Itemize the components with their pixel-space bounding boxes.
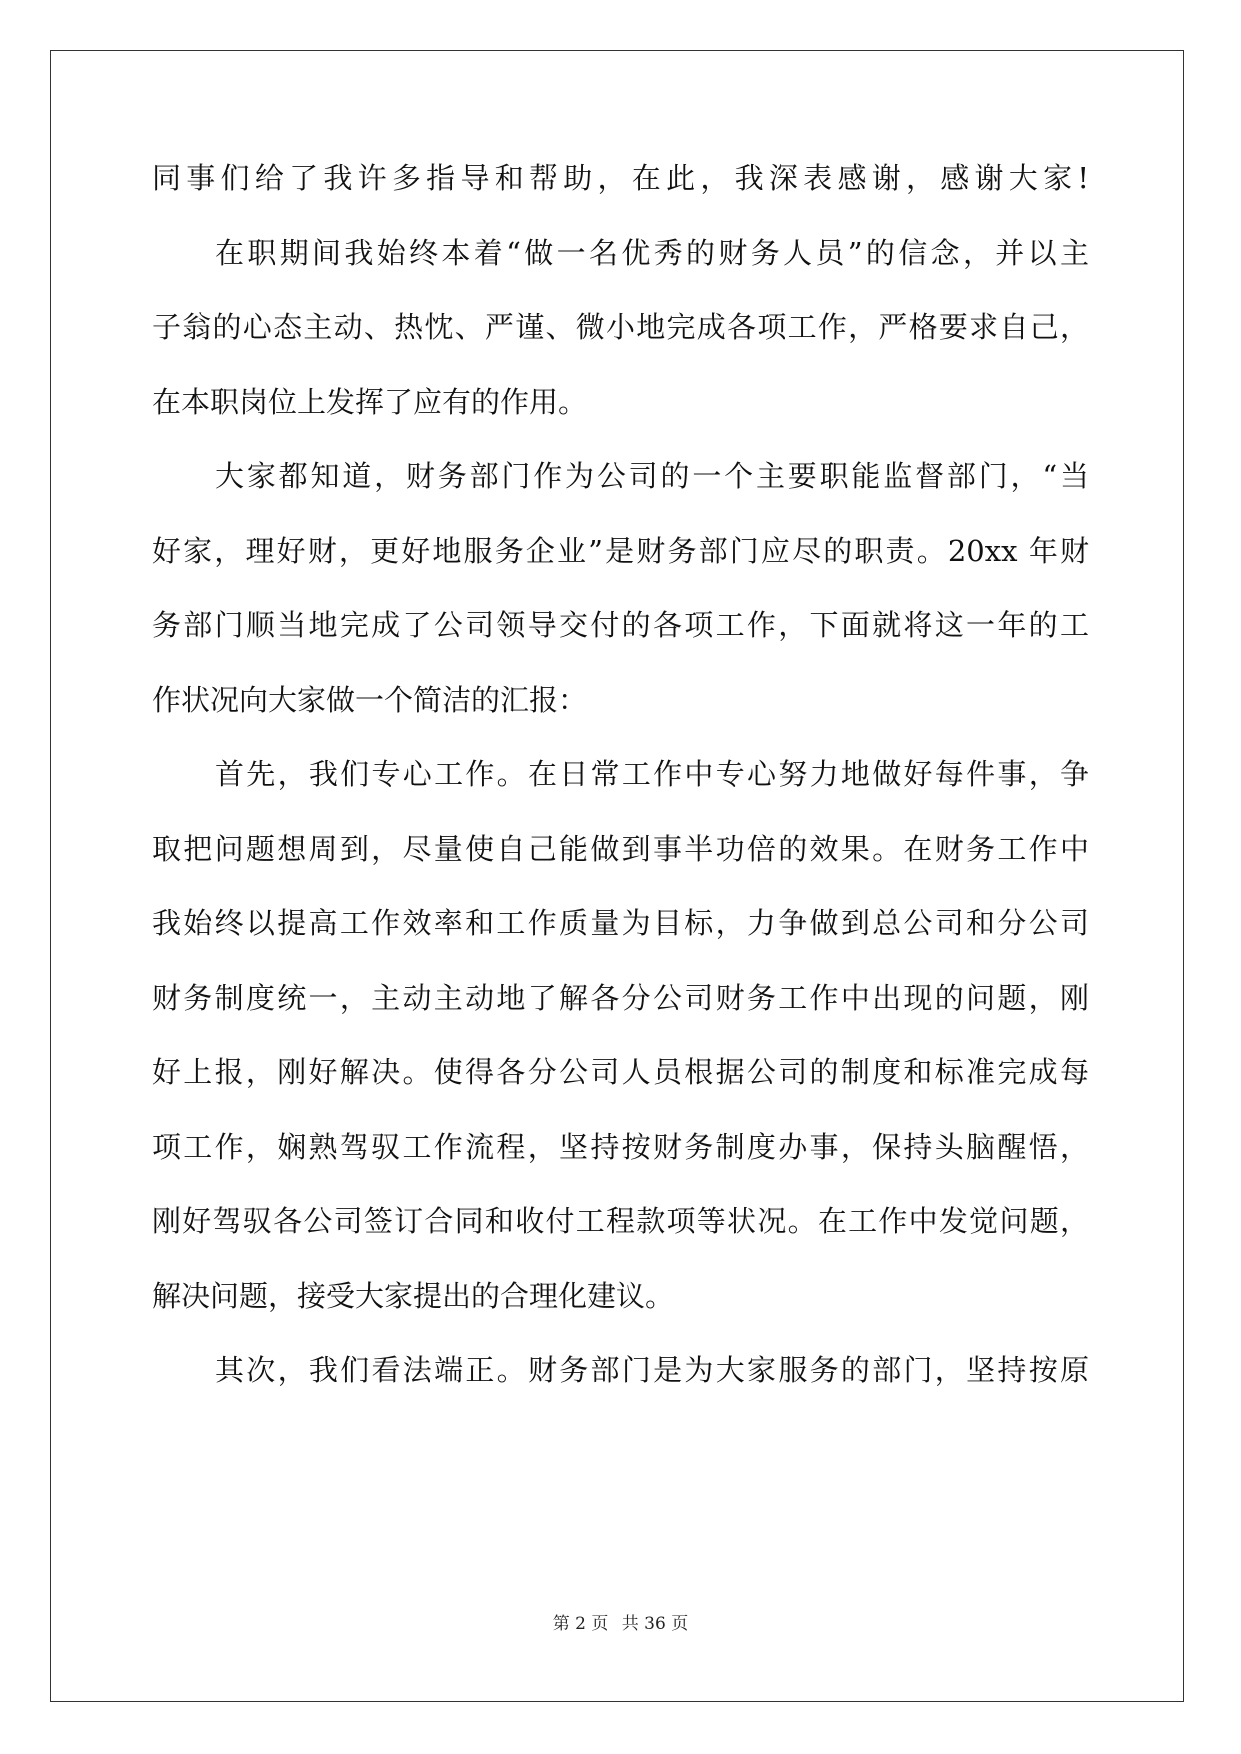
text-line: 子翁的心态主动、热忱、严谨、微小地完成各项工作，严格要求自己，: [152, 310, 1089, 344]
text-line: 作状况向大家做一个简洁的汇报：: [152, 683, 588, 717]
text-line: 刚好驾驭各公司签订合同和收付工程款项等状况。在工作中发觉问题，: [152, 1204, 1089, 1238]
text-line: 我始终以提高工作效率和工作质量为目标，力争做到总公司和分公司: [152, 906, 1089, 940]
page-border: [50, 50, 1184, 1702]
page-footer: [0, 1612, 1241, 1636]
text-line: 同事们给了我许多指导和帮助，在此，我深表感谢，感谢大家!: [152, 161, 1089, 195]
text-line: 好上报，刚好解决。使得各分公司人员根据公司的制度和标准完成每: [152, 1055, 1089, 1089]
text-line: 项工作，娴熟驾驭工作流程，坚持按财务制度办事，保持头脑醒悟，: [152, 1130, 1089, 1164]
text-line: 首先，我们专心工作。在日常工作中专心努力地做好每件事，争: [215, 757, 1089, 791]
text-line: 好家，理好财，更好地服务企业”是财务部门应尽的职责。20xx 年财: [152, 534, 1089, 568]
text-line: 解决问题，接受大家提出的合理化建议。: [152, 1279, 675, 1313]
text-line: 务部门顺当地完成了公司领导交付的各项工作，下面就将这一年的工: [152, 608, 1089, 642]
text-line: 取把问题想周到，尽量使自己能做到事半功倍的效果。在财务工作中: [152, 832, 1089, 866]
text-line: 在本职岗位上发挥了应有的作用。: [152, 385, 588, 419]
page-total: 共 36 页: [621, 1614, 689, 1634]
text-line: 大家都知道，财务部门作为公司的一个主要职能监督部门，“当: [215, 459, 1089, 493]
text-line: 在职期间我始终本着“做一名优秀的财务人员”的信念，并以主: [215, 236, 1089, 270]
text-line: 财务制度统一，主动主动地了解各分公司财务工作中出现的问题，刚: [152, 981, 1089, 1015]
text-line: 其次，我们看法端正。财务部门是为大家服务的部门，坚持按原: [215, 1353, 1089, 1387]
page-number: 第 2 页: [552, 1614, 609, 1634]
